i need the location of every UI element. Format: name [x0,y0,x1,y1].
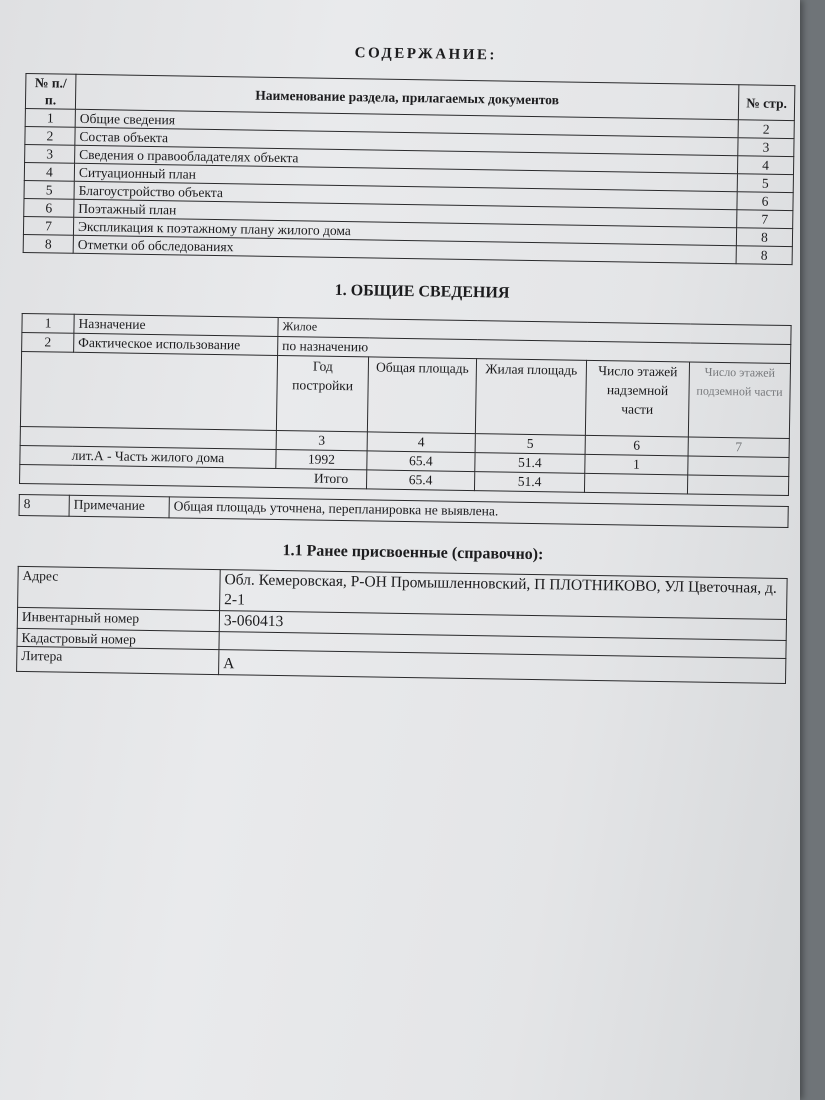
note-label: Примечание [69,495,169,518]
empty-cell [687,475,788,496]
col-number: 5 [475,434,585,455]
row-label: Назначение [74,314,278,336]
liter-label: Литера [17,646,219,674]
toc-num: 5 [24,180,74,199]
toc-page: 3 [738,138,794,157]
toc-page: 8 [736,246,792,265]
toc-table [23,73,796,265]
toc-num: 2 [25,126,75,145]
toc-num: 6 [24,198,74,217]
building-year: 1992 [276,449,367,469]
toc-page: 2 [738,120,794,139]
total-living-area: 51.4 [474,472,584,493]
inventory-label: Инвентарный номер [17,607,219,631]
row-num: 1 [22,313,74,333]
toc-num: 1 [25,108,75,127]
toc-name: Благоустройство объекта [74,181,737,209]
col-total-area: Общая площадь [367,357,476,434]
actual-use-value: по назначению [278,336,791,363]
row-label: Фактическое использование [74,333,278,355]
building-floors-above: 1 [585,454,688,475]
toc-page: 5 [737,174,793,193]
toc-num: 7 [23,216,73,235]
table-header-row [20,351,790,438]
toc-name: Поэтажный план [74,199,737,227]
table-row [19,494,788,527]
purpose-value: Жилое [278,317,791,344]
toc-name: Отметки об обследованиях [73,235,736,263]
building-floors-below [688,456,789,477]
toc-page: 4 [737,156,793,175]
section-title-previous: 1.1 Ранее присвоенные (справочно): [282,542,544,564]
col-number: 7 [688,437,789,458]
col-floors-above: Число этажей надземной части [585,360,689,437]
toc-num: 4 [24,162,74,181]
section-title-general: 1. ОБЩИЕ СВЕДЕНИЯ [334,281,510,302]
building-label: лит.А - Часть жилого дома [20,445,276,468]
toc-name: Экспликация к поэтажному плану жилого дома [73,217,736,245]
toc-header-num: № п./п. [25,74,76,110]
building-total-area: 65.4 [367,451,475,472]
col-number: 3 [276,430,367,450]
toc-title: СОДЕРЖАНИЕ: [354,45,498,64]
previous-ids-table [16,566,788,684]
total-label: Итого [20,464,367,488]
address-label: Адрес [18,566,221,610]
col-year: Год постройки [276,355,368,431]
toc-header-name: Наименование раздела, прилагаемых документов [75,74,738,119]
row-num: 2 [22,332,74,352]
col-living-area: Жилая площадь [475,359,586,436]
col-number: 6 [585,435,688,456]
toc-num: 3 [25,144,75,163]
note-table [19,494,789,528]
cadastral-label: Кадастровый номер [17,628,219,649]
toc-name: Сведения о правообладателях объекта [75,145,738,173]
col-floors-below: Число этажей подземной части [688,362,790,439]
note-text: Общая площадь уточнена, перепланировка не выявлена. [169,497,788,528]
toc-name: Общие сведения [75,109,738,137]
toc-name: Состав объекта [75,127,738,155]
toc-name: Ситуационный план [74,163,737,191]
empty-cell [584,473,687,494]
col-number: 4 [367,432,475,453]
general-info-table [19,313,792,496]
toc-page: 6 [737,192,793,211]
total-area: 65.4 [366,470,474,491]
toc-num: 8 [23,234,73,253]
toc-page: 7 [737,210,793,229]
inventory-value: 3-060413 [219,611,786,641]
empty-cell [20,351,277,430]
building-living-area: 51.4 [475,453,585,474]
address-value: Обл. Кемеровская, Р-ОН Промышленновский, П ПЛОТНИКОВО, УЛ Цветочная, д. 2-1 [220,570,788,620]
note-num: 8 [19,494,69,516]
toc-header-page: № стр. [738,85,795,121]
toc-page: 8 [736,228,792,247]
liter-value: А [219,650,786,684]
document-sheet [16,40,796,684]
